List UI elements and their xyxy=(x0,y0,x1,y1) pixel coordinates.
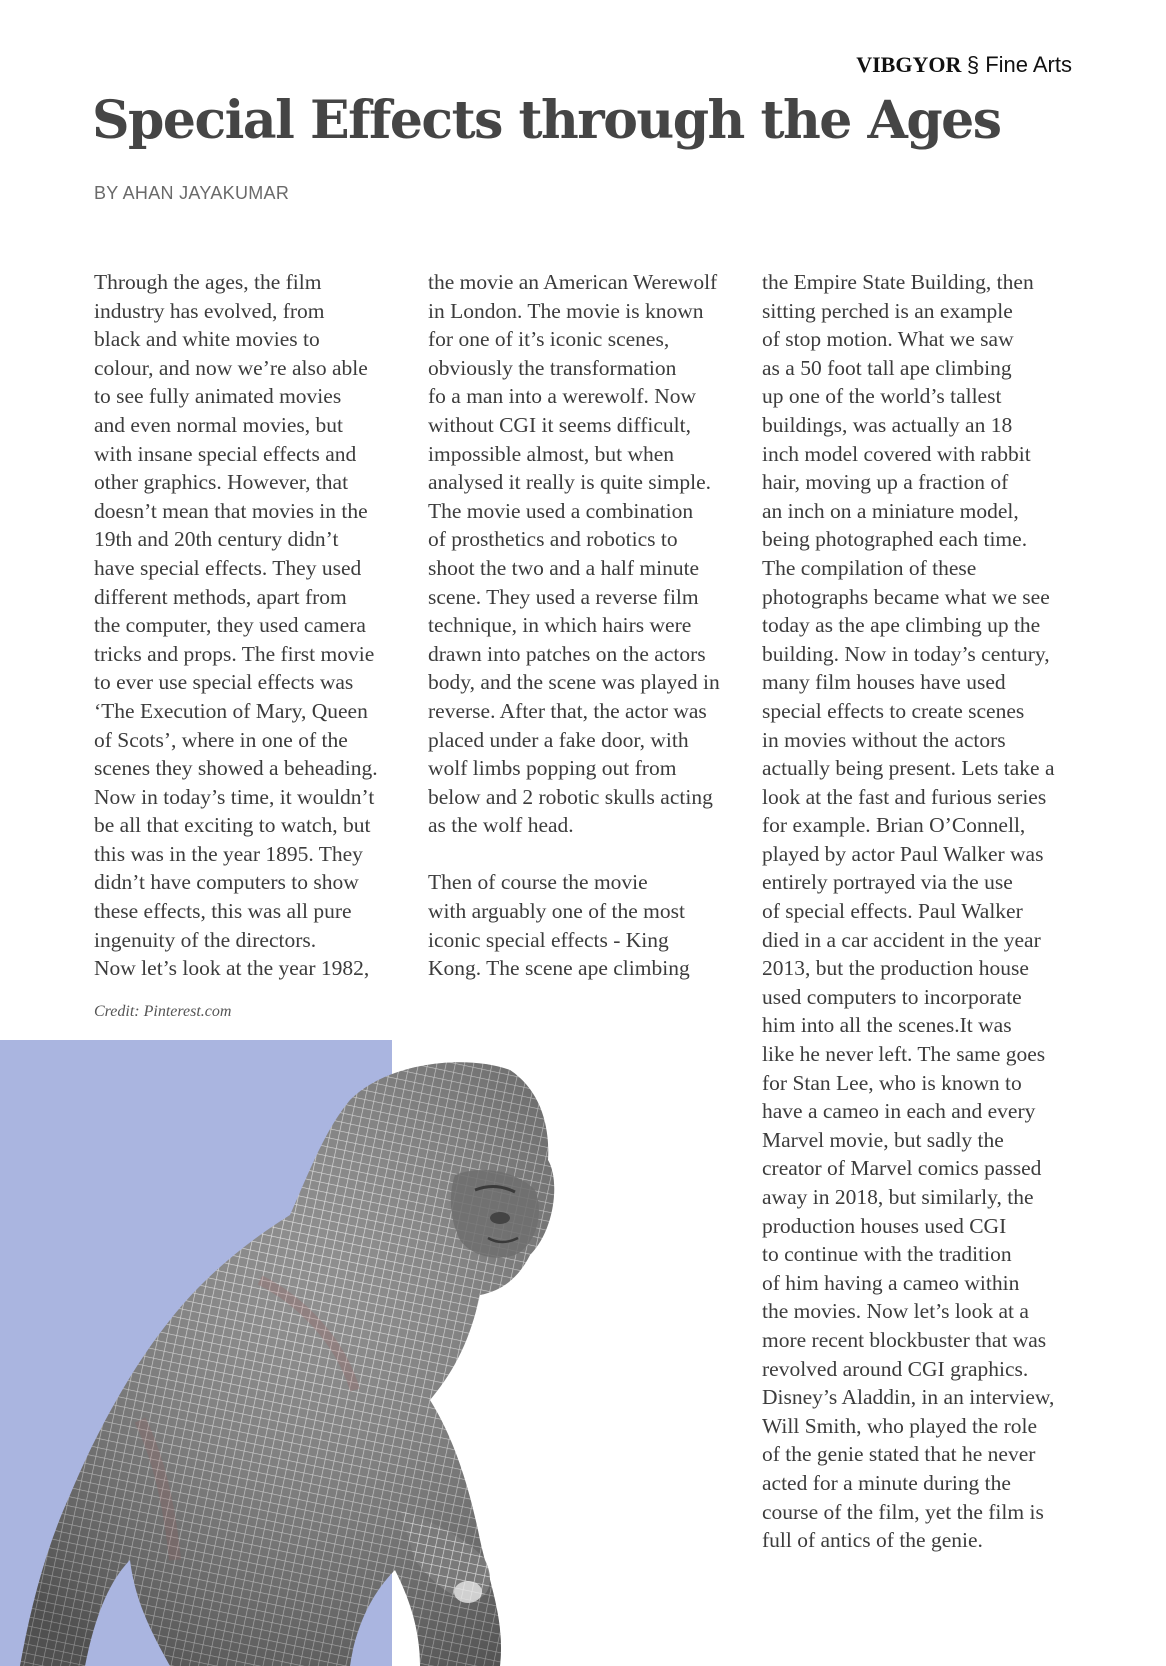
text-line: as the wolf head. xyxy=(428,813,574,838)
text-line: these effects, this was all pure xyxy=(94,899,352,924)
text-line: an inch on a miniature model, xyxy=(762,498,1019,523)
text-line: different methods, apart from xyxy=(94,584,347,609)
text-line: shoot the two and a half minute xyxy=(428,555,700,580)
text-line: as a 50 foot tall ape climbing xyxy=(762,355,1012,380)
text-line: hair, moving up a fraction of xyxy=(762,470,1009,495)
text-line: and even normal movies, but xyxy=(94,412,343,437)
text-line: Then of course the movie xyxy=(428,870,648,895)
text-line: of the genie stated that he never xyxy=(762,1442,1036,1467)
text-line: black and white movies to xyxy=(94,327,320,352)
text-line: colour, and now we’re also able xyxy=(94,355,368,380)
text-line: reverse. After that, the actor was xyxy=(428,698,707,723)
text-line: be all that exciting to watch, but xyxy=(94,813,371,838)
text-line: died in a car accident in the year xyxy=(762,927,1041,952)
text-line: more recent blockbuster that was xyxy=(762,1327,1047,1352)
text-line: actually being present. Lets take a xyxy=(762,756,1055,781)
image-credit: Credit: Pinterest.com xyxy=(94,1003,232,1020)
text-line: the movies. Now let’s look at a xyxy=(762,1299,1029,1324)
text-line: the computer, they used camera xyxy=(94,613,366,638)
text-line: ingenuity of the directors. xyxy=(94,927,317,952)
text-line: for example. Brian O’Connell, xyxy=(762,813,1026,838)
text-line: placed under a fake door, with xyxy=(428,727,689,752)
text-line: scene. They used a reverse film xyxy=(428,584,699,609)
gorilla-wireframe-illustration xyxy=(0,1040,660,1666)
text-line: of prosthetics and robotics to xyxy=(428,527,678,552)
text-line: revolved around CGI graphics. xyxy=(762,1356,1029,1381)
text-line: played by actor Paul Walker was xyxy=(762,841,1044,866)
text-line: The movie used a combination xyxy=(428,498,694,523)
text-line: like he never left. The same goes xyxy=(762,1042,1046,1067)
text-line: of Scots’, where in one of the xyxy=(94,727,348,752)
text-line: sitting perched is an example xyxy=(762,298,1013,323)
text-line: look at the fast and furious series xyxy=(762,784,1047,809)
article-title: Special Effects through the Ages xyxy=(92,90,1001,151)
text-line: iconic special effects - King xyxy=(428,927,669,952)
text-line: obviously the transformation xyxy=(428,355,677,380)
text-line: doesn’t mean that movies in the xyxy=(94,498,368,523)
text-line: industry has evolved, from xyxy=(94,298,325,323)
text-line: many film houses have used xyxy=(762,670,1006,695)
text-column-2 xyxy=(428,268,720,983)
text-line: today as the ape climbing up the xyxy=(762,613,1041,638)
text-line: Now in today’s time, it wouldn’t xyxy=(94,784,375,809)
text-line: the movie an American Werewolf xyxy=(428,270,718,294)
text-line: away in 2018, but similarly, the xyxy=(762,1185,1034,1209)
text-line: in movies without the actors xyxy=(762,727,1006,752)
text-line: used computers to incorporate xyxy=(762,984,1022,1009)
text-line: The compilation of these xyxy=(762,555,977,580)
paragraph-break xyxy=(428,840,720,869)
text-line: fo a man into a werewolf. Now xyxy=(428,384,697,409)
text-line: course of the film, yet the film is xyxy=(762,1499,1044,1524)
text-line: drawn into patches on the actors xyxy=(428,641,706,666)
text-line: buildings, was actually an 18 xyxy=(762,412,1013,437)
text-line: for Stan Lee, who is known to xyxy=(762,1070,1022,1095)
text-line: entirely portrayed via the use xyxy=(762,870,1013,895)
text-line: Now let’s look at the year 1982, xyxy=(94,956,370,981)
text-line: production houses used CGI xyxy=(762,1213,1007,1238)
text-line: to continue with the tradition xyxy=(762,1242,1012,1267)
text-line: photographs became what we see xyxy=(762,584,1050,609)
text-line: tricks and props. The first movie xyxy=(94,641,375,666)
text-line: of stop motion. What we saw xyxy=(762,327,1014,352)
gorilla-figure xyxy=(0,1040,660,1666)
brand-name: VIBGYOR xyxy=(856,52,962,77)
text-line: in London. The movie is known xyxy=(428,298,704,323)
text-line: scenes they showed a beheading. xyxy=(94,756,378,781)
text-line: ‘The Execution of Mary, Queen xyxy=(94,698,368,723)
text-line: the Empire State Building, then xyxy=(762,270,1034,294)
text-line: acted for a minute during the xyxy=(762,1470,1011,1495)
text-line: have special effects. They used xyxy=(94,555,362,580)
text-line: below and 2 robotic skulls acting xyxy=(428,784,713,809)
text-line: didn’t have computers to show xyxy=(94,870,359,895)
text-line: up one of the world’s tallest xyxy=(762,384,1002,409)
article-byline: BY AHAN JAYAKUMAR xyxy=(94,183,290,203)
text-line: special effects to create scenes xyxy=(762,698,1025,723)
text-line: with insane special effects and xyxy=(94,441,357,466)
text-line: building. Now in today’s century, xyxy=(762,641,1050,666)
text-line: have a cameo in each and every xyxy=(762,1099,1036,1124)
text-line: Kong. The scene ape climbing xyxy=(428,956,690,981)
text-line: Will Smith, who played the role xyxy=(762,1413,1038,1438)
text-line: with arguably one of the most xyxy=(428,899,685,924)
text-line: of special effects. Paul Walker xyxy=(762,899,1023,924)
text-line: Through the ages, the film xyxy=(94,270,322,294)
text-line: wolf limbs popping out from xyxy=(428,756,677,781)
text-line: technique, in which hairs were xyxy=(428,613,692,638)
text-line: other graphics. However, that xyxy=(94,470,349,495)
text-line: without CGI it seems difficult, xyxy=(428,412,691,437)
text-line: Disney’s Aladdin, in an interview, xyxy=(762,1385,1055,1410)
text-line: body, and the scene was played in xyxy=(428,670,720,695)
text-line: analysed it really is quite simple. xyxy=(428,470,712,495)
text-line: inch model covered with rabbit xyxy=(762,441,1031,466)
text-column-1 xyxy=(94,268,378,983)
text-line: to ever use special effects was xyxy=(94,670,354,695)
magazine-header xyxy=(856,52,1072,78)
text-line: to see fully animated movies xyxy=(94,384,342,409)
text-line: being photographed each time. xyxy=(762,527,1028,552)
text-line: for one of it’s iconic scenes, xyxy=(428,327,670,352)
text-line: Marvel movie, but sadly the xyxy=(762,1127,1004,1152)
text-column-3 xyxy=(762,268,1055,1555)
text-line: creator of Marvel comics passed xyxy=(762,1156,1042,1181)
text-line: of him having a cameo within xyxy=(762,1270,1020,1295)
section-name: § Fine Arts xyxy=(966,52,1072,77)
text-line: 19th and 20th century didn’t xyxy=(94,527,339,552)
text-line: this was in the year 1895. They xyxy=(94,841,363,866)
text-line: 2013, but the production house xyxy=(762,956,1029,981)
text-line: him into all the scenes.It was xyxy=(762,1013,1012,1038)
text-line: full of antics of the genie. xyxy=(762,1528,983,1553)
text-line: impossible almost, but when xyxy=(428,441,675,466)
